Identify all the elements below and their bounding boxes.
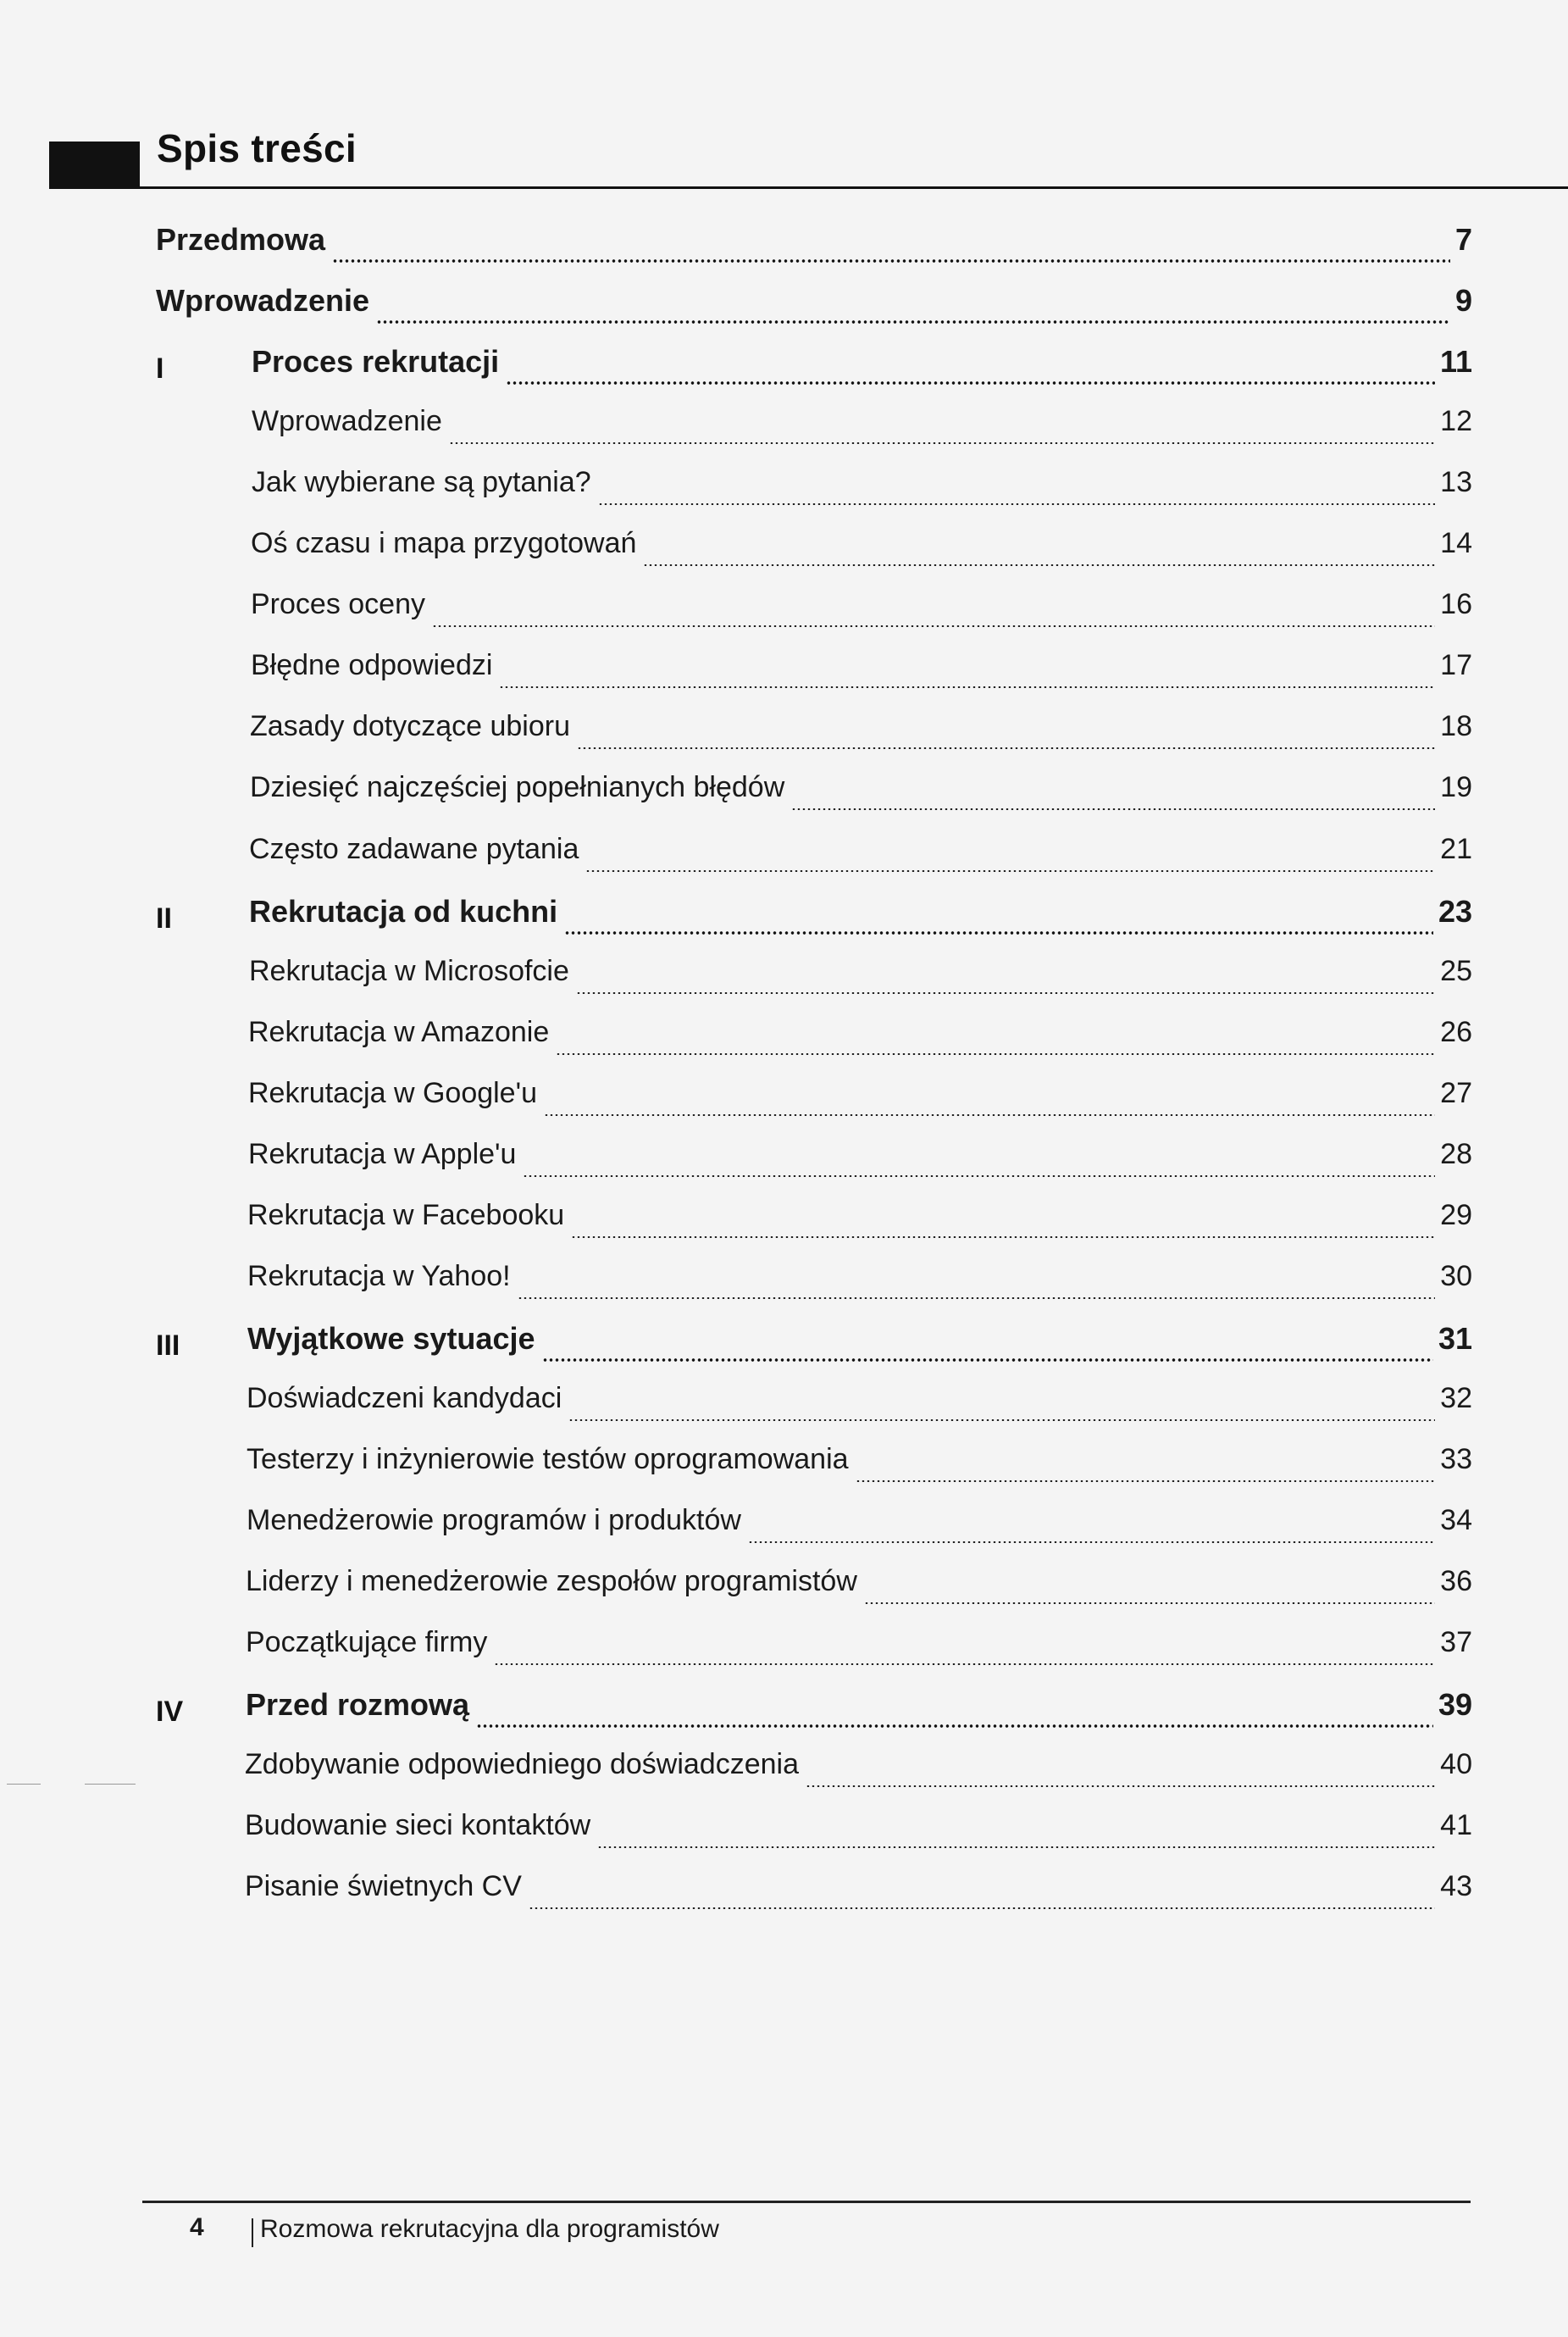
toc-page-number: 39 xyxy=(1438,1687,1472,1722)
toc-dot-leader xyxy=(332,259,1450,263)
toc-entry-title: Rekrutacja w Apple'u xyxy=(248,1138,517,1170)
toc-subentry xyxy=(246,1565,1472,1616)
toc-dot-leader xyxy=(506,381,1435,385)
toc-subentry xyxy=(247,1260,1472,1311)
toc-chapter xyxy=(249,894,1472,945)
toc-entry-title: Pisanie świetnych CV xyxy=(245,1870,522,1902)
toc-dot-leader xyxy=(376,320,1450,324)
toc-chapter-numeral: II xyxy=(156,902,172,935)
toc-chapter-numeral: IV xyxy=(156,1696,184,1728)
toc-entry-title: Budowanie sieci kontaktów xyxy=(245,1809,591,1841)
toc-subentry xyxy=(251,527,1472,578)
footer-page-number: 4 xyxy=(190,2213,204,2241)
toc-subentry xyxy=(248,1138,1472,1189)
toc-page-number: 25 xyxy=(1440,955,1472,987)
toc-entry-title: Zdobywanie odpowiedniego doświadczenia xyxy=(245,1748,800,1780)
toc-dot-leader xyxy=(432,625,1435,627)
toc-dot-leader xyxy=(476,1724,1433,1728)
toc-page-number: 29 xyxy=(1440,1199,1472,1231)
toc-page-number: 28 xyxy=(1440,1138,1472,1170)
toc-page-number: 12 xyxy=(1440,405,1472,437)
toc-entry-title: Dziesięć najczęściej popełnianych błędów xyxy=(250,771,785,803)
toc-page-number: 11 xyxy=(1439,344,1472,379)
toc-page-number: 21 xyxy=(1440,833,1472,865)
toc-subentry xyxy=(251,588,1472,639)
toc-dot-leader xyxy=(542,1358,1433,1362)
toc-subentry xyxy=(248,1016,1472,1067)
toc-page-number: 32 xyxy=(1440,1382,1472,1414)
toc-entry-title: Rekrutacja w Microsofcie xyxy=(249,955,569,987)
toc-subentry xyxy=(245,1809,1472,1860)
toc-subentry xyxy=(252,405,1472,456)
scan-speck xyxy=(7,1784,41,1785)
toc-page-number: 33 xyxy=(1440,1443,1472,1475)
toc-chapter-numeral: III xyxy=(156,1329,180,1362)
toc-entry-title: Często zadawane pytania xyxy=(249,833,579,865)
toc-entry-title: Doświadczeni kandydaci xyxy=(247,1382,562,1414)
toc-page-number: 23 xyxy=(1438,894,1472,929)
toc-entry-title: Wprowadzenie xyxy=(252,405,442,437)
toc-page-number: 18 xyxy=(1440,710,1472,742)
toc-dot-leader xyxy=(597,1846,1435,1848)
toc-entry-title: Rekrutacja w Amazonie xyxy=(248,1016,550,1048)
footer-book-title: Rozmowa rekrutacyjna dla programistów xyxy=(260,2215,719,2243)
toc-entry-title: Wprowadzenie xyxy=(156,283,370,318)
toc-subentry xyxy=(252,466,1472,517)
toc-chapter xyxy=(247,1321,1472,1372)
toc-subentry xyxy=(247,1443,1472,1494)
page-title: Spis treści xyxy=(157,126,357,170)
toc-dot-leader xyxy=(791,808,1435,810)
footer-rule xyxy=(142,2201,1471,2203)
toc-dot-leader xyxy=(544,1114,1435,1116)
toc-dot-leader xyxy=(806,1785,1435,1787)
toc-page-number: 14 xyxy=(1440,527,1472,559)
scan-speck xyxy=(85,1784,136,1785)
toc-entry-title: Rekrutacja od kuchni xyxy=(249,894,558,929)
toc-entry-title: Proces oceny xyxy=(251,588,425,620)
toc-page-number: 40 xyxy=(1440,1748,1472,1780)
toc-entry-title: Testerzy i inżynierowie testów oprogramowania xyxy=(247,1443,849,1475)
toc-page-number: 41 xyxy=(1440,1809,1472,1841)
toc-dot-leader xyxy=(598,503,1435,505)
toc-subentry xyxy=(245,1748,1472,1799)
toc-subentry xyxy=(249,955,1472,1006)
toc-chapter-numeral: I xyxy=(156,352,164,385)
toc-page-number: 31 xyxy=(1438,1321,1472,1356)
footer-separator xyxy=(252,2218,253,2247)
toc-dot-leader xyxy=(748,1541,1435,1543)
toc-entry-title: Zasady dotyczące ubioru xyxy=(250,710,570,742)
toc-entry-title: Liderzy i menedżerowie zespołów programistów xyxy=(246,1565,857,1597)
toc-page-number: 27 xyxy=(1440,1077,1472,1109)
toc-entry-title: Rekrutacja w Yahoo! xyxy=(247,1260,511,1292)
toc-dot-leader xyxy=(864,1602,1435,1604)
toc-subentry xyxy=(250,771,1472,822)
toc-entry xyxy=(156,222,1472,273)
toc-subentry xyxy=(251,649,1472,700)
toc-page-number: 9 xyxy=(1454,283,1472,318)
toc-entry-title: Rekrutacja w Facebooku xyxy=(247,1199,565,1231)
toc-dot-leader xyxy=(856,1480,1436,1482)
toc-page-number: 37 xyxy=(1440,1626,1472,1658)
toc-page-number: 16 xyxy=(1440,588,1472,620)
toc-page-number: 7 xyxy=(1454,222,1472,257)
toc-dot-leader xyxy=(523,1175,1435,1177)
toc-dot-leader xyxy=(571,1236,1435,1238)
toc-dot-leader xyxy=(449,442,1435,444)
toc-dot-leader xyxy=(576,992,1435,994)
toc-entry-title: Przed rozmową xyxy=(246,1687,470,1722)
toc-dot-leader xyxy=(556,1053,1435,1055)
toc-dot-leader xyxy=(568,1419,1435,1421)
toc-entry-title: Proces rekrutacji xyxy=(252,344,500,379)
toc-page-number: 34 xyxy=(1440,1504,1472,1536)
toc-subentry xyxy=(250,710,1472,761)
toc-entry-title: Przedmowa xyxy=(156,222,326,257)
toc-page-number: 13 xyxy=(1440,466,1472,498)
toc-entry xyxy=(156,283,1472,334)
toc-subentry xyxy=(247,1504,1472,1555)
toc-page-number: 30 xyxy=(1440,1260,1472,1292)
toc-subentry xyxy=(248,1077,1472,1128)
toc-page-number: 17 xyxy=(1440,649,1472,681)
toc-subentry xyxy=(247,1382,1472,1433)
toc-page-number: 19 xyxy=(1440,771,1472,803)
toc-subentry xyxy=(249,833,1472,884)
toc-entry-title: Wyjątkowe sytuacje xyxy=(247,1321,535,1356)
toc-page-number: 26 xyxy=(1440,1016,1472,1048)
toc-dot-leader xyxy=(499,686,1435,688)
toc-entry-title: Menedżerowie programów i produktów xyxy=(247,1504,741,1536)
toc-dot-leader xyxy=(518,1297,1436,1299)
toc-entry-title: Początkujące firmy xyxy=(246,1626,488,1658)
toc-entry-title: Błędne odpowiedzi xyxy=(251,649,493,681)
toc-page-number: 43 xyxy=(1440,1870,1472,1902)
toc-subentry xyxy=(246,1626,1472,1677)
toc-subentry xyxy=(247,1199,1472,1250)
toc-entry-title: Rekrutacja w Google'u xyxy=(248,1077,537,1109)
toc-dot-leader xyxy=(643,564,1435,566)
toc-page-number: 36 xyxy=(1440,1565,1472,1597)
toc-dot-leader xyxy=(494,1663,1435,1665)
toc-entry-title: Oś czasu i mapa przygotowań xyxy=(251,527,637,559)
toc-chapter xyxy=(252,344,1472,395)
toc-entry-title: Jak wybierane są pytania? xyxy=(252,466,591,498)
toc-dot-leader xyxy=(585,870,1435,872)
toc-dot-leader xyxy=(564,931,1433,935)
toc-dot-leader xyxy=(577,747,1435,749)
toc-chapter xyxy=(246,1687,1472,1738)
toc-dot-leader xyxy=(529,1907,1435,1909)
toc-subentry xyxy=(245,1870,1472,1921)
